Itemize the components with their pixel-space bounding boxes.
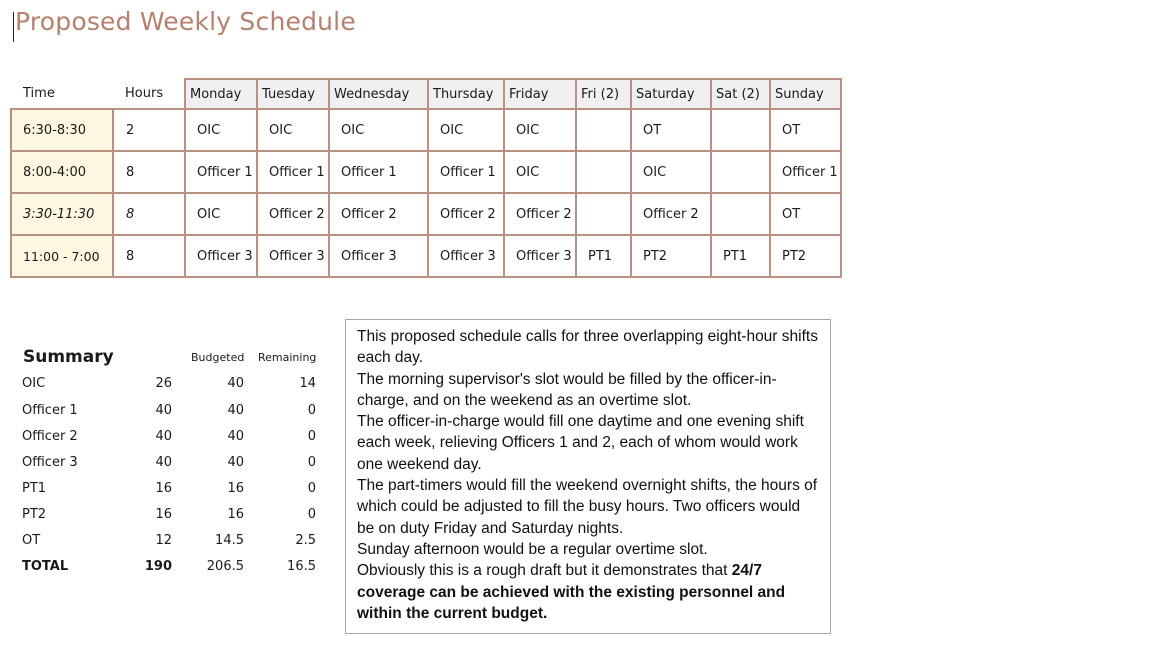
shift-cell[interactable]: OIC bbox=[185, 193, 257, 235]
shift-cell[interactable] bbox=[711, 193, 770, 235]
summary-remaining[interactable]: 14 bbox=[299, 376, 316, 391]
summary-hours[interactable]: 26 bbox=[155, 376, 172, 391]
note-conclusion-text: Obviously this is a rough draft but it demonstrates that bbox=[357, 562, 732, 580]
shift-cell[interactable]: Officer 2 bbox=[631, 193, 711, 235]
schedule-table bbox=[10, 78, 842, 278]
shift-time[interactable]: 11:00 - 7:00 bbox=[11, 235, 113, 277]
summary-budgeted[interactable]: 40 bbox=[227, 403, 244, 418]
summary-row bbox=[22, 481, 322, 507]
shift-cell[interactable]: Officer 2 bbox=[428, 193, 504, 235]
summary-remaining[interactable]: 2.5 bbox=[295, 533, 316, 548]
shift-cell[interactable]: Officer 2 bbox=[329, 193, 428, 235]
summary-budgeted-header[interactable]: Budgeted bbox=[191, 351, 245, 364]
summary-budgeted[interactable]: 16 bbox=[227, 481, 244, 496]
note-paragraph bbox=[357, 560, 820, 624]
shift-cell[interactable]: PT2 bbox=[770, 235, 841, 277]
shift-cell[interactable]: Officer 1 bbox=[185, 151, 257, 193]
shift-cell[interactable]: Officer 2 bbox=[504, 193, 576, 235]
schedule-row bbox=[11, 235, 841, 277]
shift-cell[interactable]: OIC bbox=[504, 109, 576, 151]
shift-cell[interactable]: OIC bbox=[257, 109, 329, 151]
shift-cell[interactable]: Officer 2 bbox=[257, 193, 329, 235]
shift-cell[interactable]: Officer 1 bbox=[428, 151, 504, 193]
shift-cell[interactable] bbox=[711, 109, 770, 151]
summary-remaining[interactable]: 0 bbox=[307, 455, 316, 470]
shift-cell[interactable]: OIC bbox=[631, 151, 711, 193]
shift-cell[interactable]: OIC bbox=[428, 109, 504, 151]
shift-cell[interactable] bbox=[576, 151, 631, 193]
summary-row bbox=[22, 507, 322, 533]
shift-cell[interactable] bbox=[576, 193, 631, 235]
shift-hours[interactable]: 8 bbox=[113, 235, 185, 277]
summary-budgeted[interactable]: 40 bbox=[227, 429, 244, 444]
summary-remaining[interactable]: 0 bbox=[307, 429, 316, 444]
summary-hours[interactable]: 40 bbox=[155, 429, 172, 444]
header-day-saturday[interactable]: Saturday bbox=[631, 79, 711, 109]
summary-label[interactable]: OT bbox=[22, 533, 41, 548]
summary-label[interactable]: Officer 2 bbox=[22, 429, 78, 444]
summary-total-hours[interactable]: 190 bbox=[144, 559, 172, 574]
note-paragraph: This proposed schedule calls for three overlapping eight-hour shifts each day. bbox=[357, 328, 818, 367]
shift-hours[interactable]: 8 bbox=[113, 193, 185, 235]
schedule-row bbox=[11, 193, 841, 235]
text-cursor bbox=[13, 12, 14, 42]
summary-row bbox=[22, 429, 322, 455]
header-day-friday[interactable]: Friday bbox=[504, 79, 576, 109]
summary-label[interactable]: PT1 bbox=[22, 481, 47, 496]
schedule-header-row bbox=[11, 79, 841, 109]
shift-cell[interactable]: Officer 1 bbox=[770, 151, 841, 193]
summary-label[interactable]: Officer 1 bbox=[22, 403, 78, 418]
header-day-tuesday[interactable]: Tuesday bbox=[257, 79, 329, 109]
summary-hours[interactable]: 40 bbox=[155, 455, 172, 470]
shift-cell[interactable]: PT2 bbox=[631, 235, 711, 277]
shift-cell[interactable]: PT1 bbox=[711, 235, 770, 277]
shift-cell[interactable]: Officer 3 bbox=[329, 235, 428, 277]
note-paragraph: The part-timers would fill the weekend overnight shifts, the hours of which could be adjusted to fill the busy hours. Two officers would be on duty Friday and Saturday nights. bbox=[357, 477, 818, 537]
header-day-sunday[interactable]: Sunday bbox=[770, 79, 841, 109]
note-paragraph: The officer-in-charge would fill one daytime and one evening shift each week, relieving Officers 1 and 2, each of whom would work one weekend day. bbox=[357, 413, 804, 473]
shift-time[interactable]: 3:30-11:30 bbox=[11, 193, 113, 235]
summary-total-label[interactable]: TOTAL bbox=[22, 559, 69, 574]
summary-hours[interactable]: 16 bbox=[155, 507, 172, 522]
summary-row bbox=[22, 533, 322, 559]
shift-cell[interactable]: OIC bbox=[185, 109, 257, 151]
shift-cell[interactable] bbox=[711, 151, 770, 193]
summary-row bbox=[22, 455, 322, 481]
shift-cell[interactable]: OT bbox=[631, 109, 711, 151]
shift-cell[interactable] bbox=[576, 109, 631, 151]
shift-cell[interactable]: Officer 3 bbox=[504, 235, 576, 277]
schedule-row bbox=[11, 151, 841, 193]
summary-remaining[interactable]: 0 bbox=[307, 507, 316, 522]
shift-cell[interactable]: Officer 3 bbox=[257, 235, 329, 277]
shift-cell[interactable]: OT bbox=[770, 109, 841, 151]
header-day-fri2[interactable]: Fri (2) bbox=[576, 79, 631, 109]
summary-hours[interactable]: 12 bbox=[155, 533, 172, 548]
summary-hours[interactable]: 16 bbox=[155, 481, 172, 496]
shift-cell[interactable]: OT bbox=[770, 193, 841, 235]
summary-title[interactable]: Summary bbox=[23, 347, 114, 367]
schedule-row bbox=[11, 109, 841, 151]
header-day-wednesday[interactable]: Wednesday bbox=[329, 79, 428, 109]
note-paragraph: The morning supervisor's slot would be filled by the officer-in-charge, and on the weekend as an overtime slot. bbox=[357, 370, 777, 409]
shift-time[interactable]: 8:00-4:00 bbox=[11, 151, 113, 193]
shift-cell[interactable]: Officer 3 bbox=[428, 235, 504, 277]
summary-label[interactable]: Officer 3 bbox=[22, 455, 78, 470]
header-day-monday[interactable]: Monday bbox=[185, 79, 257, 109]
summary-label[interactable]: OIC bbox=[22, 376, 46, 391]
summary-budgeted[interactable]: 16 bbox=[227, 507, 244, 522]
summary-budgeted[interactable]: 40 bbox=[227, 455, 244, 470]
summary-row bbox=[22, 376, 322, 402]
summary-row bbox=[22, 403, 322, 429]
shift-hours[interactable]: 8 bbox=[113, 151, 185, 193]
header-day-thursday[interactable]: Thursday bbox=[428, 79, 504, 109]
summary-budgeted[interactable]: 14.5 bbox=[215, 533, 244, 548]
shift-cell[interactable]: OIC bbox=[329, 109, 428, 151]
document-title[interactable]: Proposed Weekly Schedule bbox=[15, 7, 356, 36]
summary-total-budgeted[interactable]: 206.5 bbox=[206, 559, 244, 574]
note-paragraph: Sunday afternoon would be a regular overtime slot. bbox=[357, 540, 708, 558]
note-conclusion-bold: 24/7 coverage can be achieved with the existing personnel and within the current budget. bbox=[357, 562, 786, 622]
notes-text-box[interactable] bbox=[345, 319, 831, 634]
summary-remaining[interactable]: 0 bbox=[307, 481, 316, 496]
header-day-sat2[interactable]: Sat (2) bbox=[711, 79, 770, 109]
shift-cell[interactable]: PT1 bbox=[576, 235, 631, 277]
shift-cell[interactable]: Officer 1 bbox=[257, 151, 329, 193]
summary-total-remaining[interactable]: 16.5 bbox=[287, 559, 316, 574]
summary-budgeted[interactable]: 40 bbox=[227, 376, 244, 391]
summary-label[interactable]: PT2 bbox=[22, 507, 47, 522]
shift-cell[interactable]: OIC bbox=[504, 151, 576, 193]
shift-cell[interactable]: Officer 1 bbox=[329, 151, 428, 193]
header-time[interactable]: Time bbox=[23, 86, 55, 101]
shift-cell[interactable]: Officer 3 bbox=[185, 235, 257, 277]
shift-time[interactable]: 6:30-8:30 bbox=[11, 109, 113, 151]
summary-total-row bbox=[22, 559, 322, 585]
header-hours[interactable]: Hours bbox=[125, 86, 164, 101]
summary-remaining[interactable]: 0 bbox=[307, 403, 316, 418]
summary-remaining-header[interactable]: Remaining bbox=[258, 351, 317, 364]
shift-hours[interactable]: 2 bbox=[113, 109, 185, 151]
summary-hours[interactable]: 40 bbox=[155, 403, 172, 418]
